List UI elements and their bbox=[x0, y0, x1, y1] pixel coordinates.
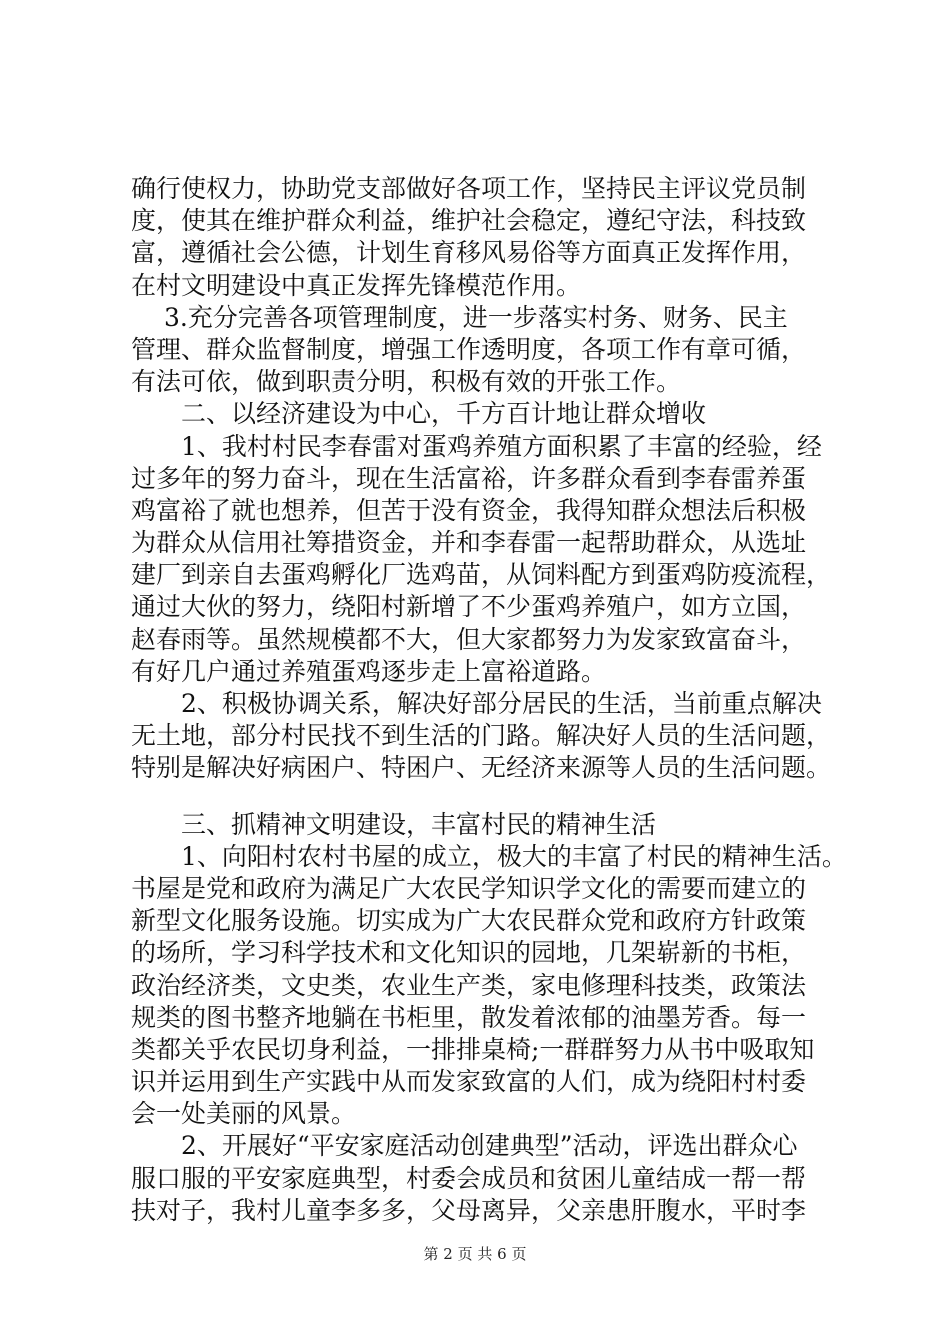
text-line: 建厂到亲自去蛋鸡孵化厂选鸡苗，从饲料配方到蛋鸡防疫流程， bbox=[131, 560, 832, 590]
text-line: 会一处美丽的风景。 bbox=[131, 1099, 357, 1129]
text-line: 确行使权力，协助党支部做好各项工作，坚持民主评议党员制 bbox=[131, 174, 807, 203]
text-line: 管理、群众监督制度，增强工作透明度，各项工作有章可循， bbox=[131, 334, 807, 364]
text-line: 3.充分完善各项管理制度，进一步落实村务、财务、民主 bbox=[131, 302, 788, 332]
text-line: 鸡富裕了就也想养，但苦于没有资金，我得知群众想法后积极 bbox=[131, 495, 807, 525]
text-line: 有好几户通过养殖蛋鸡逐步走上富裕道路。 bbox=[131, 656, 607, 686]
text-line: 扶对子，我村儿童李多多，父母离异，父亲患肝腹水，平时李 bbox=[131, 1195, 807, 1225]
text-line: 过多年的努力奋斗，现在生活富裕，许多群众看到李春雷养蛋 bbox=[131, 463, 807, 493]
text-line: 2、积极协调关系，解决好部分居民的生活，当前重点解决 bbox=[131, 689, 822, 718]
paragraph-gap bbox=[131, 785, 821, 809]
text-line: 度，使其在维护群众利益，维护社会稳定，遵纪守法，科技致 bbox=[131, 206, 807, 236]
document-body bbox=[131, 173, 847, 1227]
text-line: 富，遵循社会公德，计划生育移风易俗等方面真正发挥作用， bbox=[131, 238, 807, 268]
text-line: 特别是解决好病困户、特困户、无经济来源等人员的生活问题。 bbox=[131, 753, 832, 783]
text-line: 赵春雨等。虽然规模都不大，但大家都努力为发家致富奋斗， bbox=[131, 624, 807, 654]
text-line: 的场所，学习科学技术和文化知识的园地，几架崭新的书柜， bbox=[131, 938, 807, 968]
text-line: 1、我村村民李春雷对蛋鸡养殖方面积累了丰富的经验，经 bbox=[131, 431, 822, 461]
text-line: 服口服的平安家庭典型，村委会成员和贫困儿童结成一帮一帮 bbox=[131, 1163, 807, 1193]
text-line: 为群众从信用社筹措资金，并和李春雷一起帮助群众，从选址 bbox=[131, 528, 807, 558]
section-heading: 三、抓精神文明建设，丰富村民的精神生活 bbox=[131, 809, 657, 839]
text-line: 2、开展好“平安家庭活动创建典型”活动，评选出群众心 bbox=[131, 1131, 798, 1161]
text-line: 识并运用到生产实践中从而发家致富的人们，成为绕阳村村委 bbox=[131, 1067, 807, 1097]
page-number-footer: 第 2 页 共 6 页 bbox=[423, 1245, 527, 1263]
text-line: 规类的图书整齐地躺在书柜里，散发着浓郁的油墨芳香。每一 bbox=[131, 1002, 807, 1032]
text-line: 新型文化服务设施。切实成为广大农民群众党和政府方针政策 bbox=[131, 906, 807, 936]
section-heading: 二、以经济建设为中心，千方百计地让群众增收 bbox=[131, 399, 707, 429]
text-line: 书屋是党和政府为满足广大农民学知识学文化的需要而建立的 bbox=[131, 873, 807, 903]
text-line: 有法可依，做到职责分明，积极有效的开张工作。 bbox=[131, 367, 682, 397]
text-line: 政治经济类，文史类，农业生产类，家电修理科技类，政策法 bbox=[131, 970, 807, 1000]
text-line: 无土地，部分村民找不到生活的门路。解决好人员的生活问题， bbox=[131, 721, 832, 751]
text-line: 类都关乎农民切身利益，一排排桌椅;一群群努力从书中吸取知 bbox=[131, 1034, 815, 1064]
text-line: 1、向阳村农村书屋的成立，极大的丰富了村民的精神生活。 bbox=[131, 841, 847, 871]
text-line: 在村文明建设中真正发挥先锋模范作用。 bbox=[131, 270, 582, 300]
text-line: 通过大伙的努力，绕阳村新增了不少蛋鸡养殖户，如方立国， bbox=[131, 592, 807, 622]
